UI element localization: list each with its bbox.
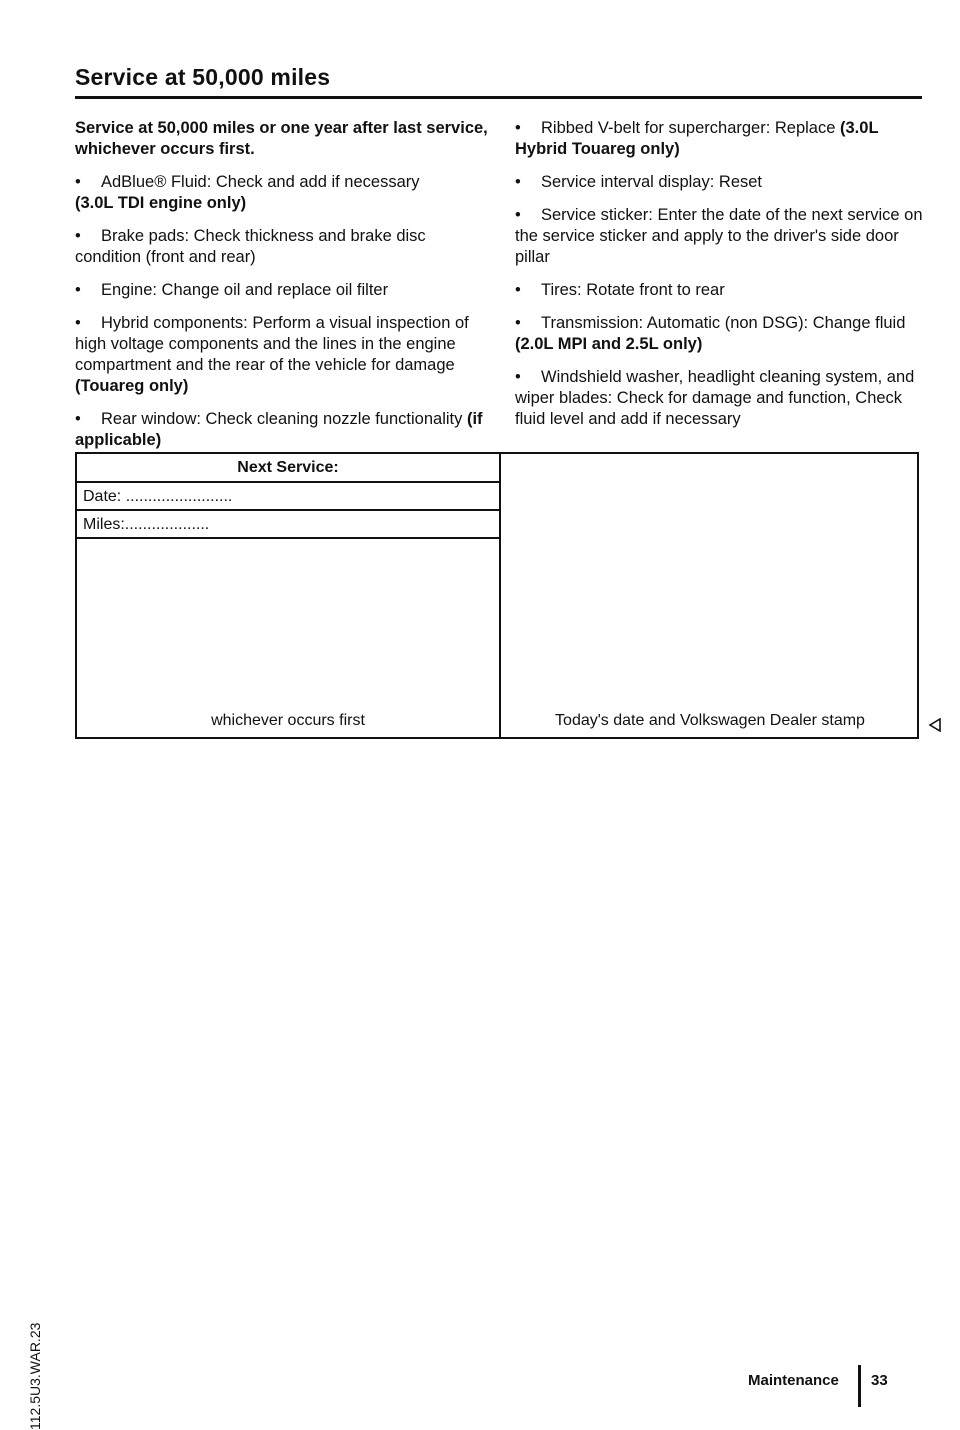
page-number: 33: [871, 1372, 888, 1389]
bullet-icon: •: [75, 227, 81, 245]
item-text: AdBlue® Fluid: Check and add if necessary: [101, 173, 420, 191]
list-item: [515, 313, 925, 355]
bullet-icon: •: [515, 119, 521, 137]
item-note: (3.0L TDI engine only): [75, 194, 247, 212]
next-service-caption: whichever occurs first: [211, 712, 365, 729]
dealer-stamp-caption: Today's date and Volkswagen Dealer stamp: [555, 712, 865, 729]
footer-divider: [858, 1365, 861, 1407]
item-text: Brake pads: Check thickness and brake disc condition (front and rear): [75, 227, 426, 266]
continue-arrow-icon: [928, 718, 942, 732]
next-service-heading: Next Service:: [77, 454, 499, 483]
list-item: [75, 409, 493, 451]
item-text: Windshield washer, headlight cleaning system, and wiper blades: Check for damage and function, Check fluid level and add if necessary: [515, 368, 915, 428]
item-text: Ribbed V-belt for supercharger: Replace: [541, 119, 836, 137]
title-divider: [75, 96, 922, 99]
item-note: (2.0L MPI and 2.5L only): [515, 335, 703, 353]
next-service-panel: [77, 454, 501, 737]
right-column: [515, 118, 925, 442]
item-text: Service interval display: Reset: [541, 173, 763, 191]
list-item: [75, 226, 493, 268]
bullet-icon: •: [515, 281, 521, 299]
item-text: Service sticker: Enter the date of the next service on the service sticker and apply to the driver's side door pillar: [515, 206, 923, 266]
date-field[interactable]: Date: ........................: [77, 483, 499, 511]
list-item: [515, 280, 925, 301]
miles-field[interactable]: Miles:...................: [77, 511, 499, 539]
item-note: (if applicable): [75, 410, 483, 449]
bullet-icon: •: [75, 314, 81, 332]
footer-section: Maintenance: [748, 1372, 839, 1389]
page-title: Service at 50,000 miles: [75, 64, 331, 90]
left-column: [75, 118, 493, 463]
list-item: [75, 280, 493, 301]
item-text: Tires: Rotate front to rear: [541, 281, 725, 299]
list-item: [515, 205, 925, 268]
item-note: (3.0L Hybrid Touareg only): [515, 119, 879, 158]
list-item: [75, 313, 493, 397]
bullet-icon: •: [515, 173, 521, 191]
bullet-icon: •: [75, 281, 81, 299]
item-text: Rear window: Check cleaning nozzle functionality: [101, 410, 463, 428]
bullet-icon: •: [75, 173, 81, 191]
item-text: Transmission: Automatic (non DSG): Change fluid: [541, 314, 906, 332]
list-item: [515, 172, 925, 193]
service-record-form: [75, 452, 919, 739]
bullet-icon: •: [515, 368, 521, 386]
item-note: (Touareg only): [75, 377, 189, 395]
service-intro: Service at 50,000 miles or one year after last service, whichever occurs first.: [75, 119, 488, 158]
bullet-icon: •: [75, 410, 81, 428]
bullet-icon: •: [515, 206, 521, 224]
list-item: [515, 118, 925, 160]
list-item: [515, 367, 925, 430]
list-item: [75, 172, 493, 214]
bullet-icon: •: [515, 314, 521, 332]
item-text: Engine: Change oil and replace oil filter: [101, 281, 389, 299]
item-text: Hybrid components: Perform a visual inspection of high voltage components and the lines in the engine compartment and the rear of the vehicle for damage: [75, 314, 469, 374]
document-code: 112.5U3.WAR.23: [27, 1322, 43, 1430]
